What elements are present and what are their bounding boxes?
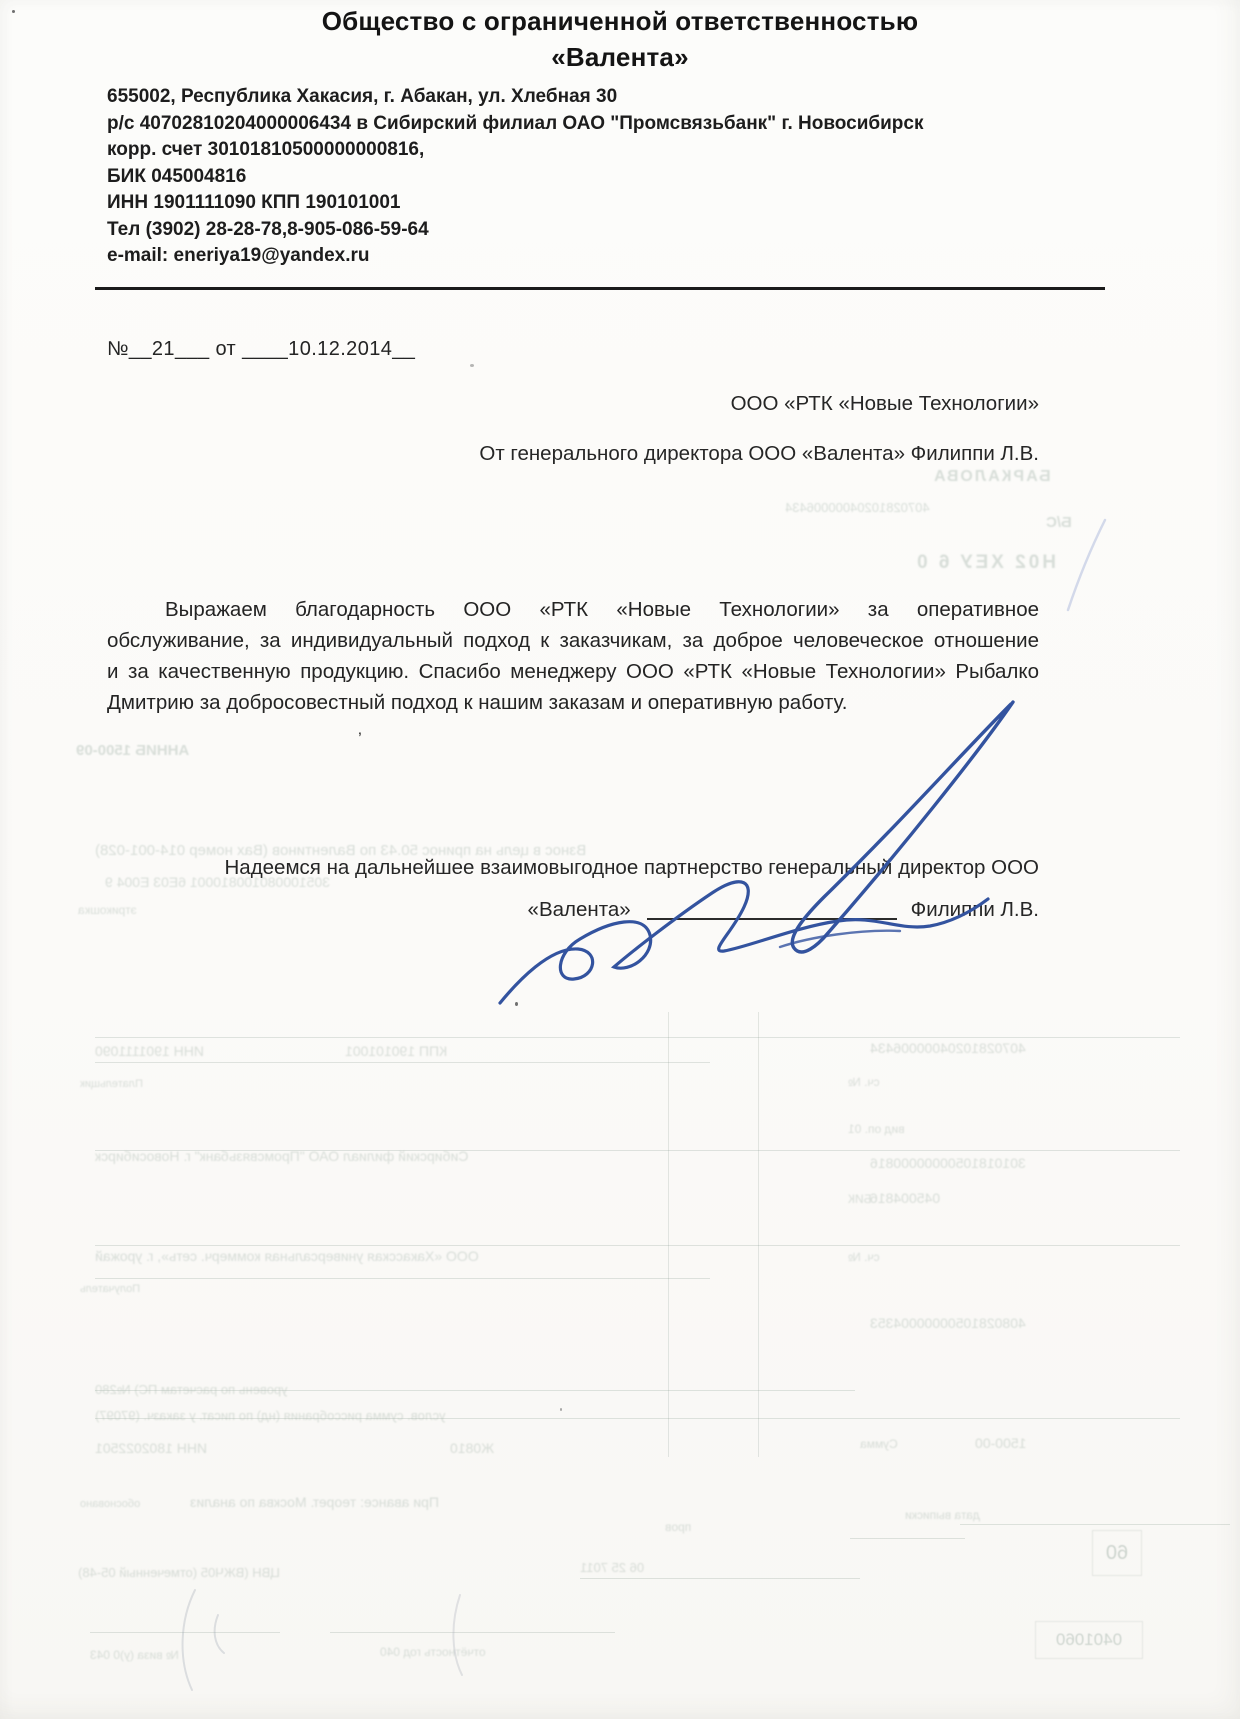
bleedthrough-text: ИНН 1901111090 — [95, 1043, 204, 1059]
bleedthrough-text: 045004816 — [870, 1190, 941, 1206]
letterhead-bik: БИК 045004816 — [107, 165, 247, 187]
smudge-path — [183, 1590, 224, 1690]
addressee-to: ООО «РТК «Новые Технологии» — [730, 392, 1039, 415]
letterhead-email: e-mail: eneriya19@yandex.ru — [107, 245, 370, 266]
bleedthrough-line — [668, 1012, 669, 1457]
company-name-line1: Общество с ограниченной ответственностью — [321, 6, 919, 36]
letterhead-requisites — [107, 84, 924, 270]
bleedthrough-text: Плательщик — [80, 1078, 144, 1090]
body-line: и за качественную продукцию. Спасибо менеджеру ООО «РТК «Новые Технологии» Рыбалко — [107, 660, 1039, 683]
bleedthrough-text: услов. сумма риссобрания (нд) по писат. у заказч. (97097) — [95, 1408, 446, 1423]
bleedthrough-text: 06 25 7011 — [580, 1560, 645, 1575]
smudge-path — [453, 1595, 462, 1675]
bleedthrough-text: обосновано — [80, 1498, 141, 1510]
bleedthrough-text: пров — [665, 1520, 692, 1534]
bleedthrough-text: АННИБ 1500-09 — [76, 742, 190, 759]
ink-bleed-path — [1068, 520, 1105, 610]
bleedthrough-text: КПП 190101001 — [345, 1043, 448, 1059]
bleedthrough-box: 0401060 — [1035, 1621, 1143, 1659]
signature-line — [647, 898, 897, 920]
smudge-marks — [120, 1575, 500, 1705]
letterhead-address: 655002, Республика Хакасия, г. Абакан, ул. Хлебная 30 — [107, 86, 618, 107]
bleedthrough-text: БАРКАЛОВА — [932, 468, 1051, 485]
bleedthrough-text: 40802810500000004353 — [870, 1315, 1026, 1331]
bleedthrough-text: ИНН 1802022501 — [95, 1440, 208, 1456]
bleedthrough-text: Ж0810 — [450, 1440, 495, 1456]
bleedthrough-text: Н02 ХЕУ 6 0 — [914, 552, 1056, 573]
scan-speck — [470, 364, 474, 367]
company-name-line2: «Валента» — [551, 42, 689, 72]
bleedthrough-line — [95, 1278, 710, 1279]
letterhead-account: р/с 40702810204000006434 в Сибирский филиал ОАО "Промсвязьбанк" г. Новосибирск — [107, 112, 924, 134]
bleedthrough-text: 305100080100810001 6Е03 Е004 9 — [105, 874, 330, 890]
scan-speck — [515, 1002, 518, 1006]
bleedthrough-text: № виза (у)0 043 — [90, 1648, 179, 1662]
bleedthrough-text: Сибирский филиал ОАО "Промсвязьбанк" г. Новосибирск — [95, 1148, 469, 1164]
letterhead-phone: Тел (3902) 28-28-78,8-905-086-59-64 — [107, 218, 429, 240]
letterhead-corr-account: корр. счет 30101810500000000816, — [107, 139, 425, 160]
bleedthrough-text: отчётность год 040 — [380, 1645, 486, 1659]
bleedthrough-text: 30101810500000000816 — [870, 1155, 1026, 1171]
bleedthrough-text: 40702810204000006434 — [870, 1040, 1026, 1056]
bleedthrough-box: 60 — [1092, 1530, 1142, 1576]
bleedthrough-text: БИК — [848, 1192, 872, 1206]
bleedthrough-text: 1500-00 — [975, 1435, 1027, 1451]
letterhead-inn-kpp: ИНН 1901111090 КПП 190101001 — [107, 192, 401, 213]
bleedthrough-text: сч. № — [848, 1075, 880, 1089]
bleedthrough-text: ООО «Хакасская универсальная коммерч. сеть», г. урожай — [95, 1248, 479, 1264]
bleedthrough-line — [95, 1062, 710, 1063]
bleedthrough-text: 40702810204000006434 — [785, 500, 930, 515]
body-line: Дмитрию за добросовестный подход к нашим заказам и оперативную работу. — [107, 691, 848, 714]
bleedthrough-text: дата выписки — [905, 1508, 980, 1522]
body-line: Выражаем благодарность ООО «РТК «Новые Технологии» за оперативное — [165, 598, 1039, 621]
bleedthrough-line — [758, 1012, 759, 1457]
bleedthrough-line — [95, 1037, 1180, 1038]
bleedthrough-text: При авансе: теорет. Москва по анализ — [190, 1494, 439, 1510]
bleedthrough-text: вид оп. 01 — [848, 1122, 905, 1136]
addressee-from: От генерального директора ООО «Валента» Филиппи Л.В. — [479, 442, 1039, 465]
bleedthrough-text: сч. № — [848, 1250, 880, 1264]
bleedthrough-text: этрикошка — [78, 903, 137, 917]
bleedthrough-text: Взнос в цель на принос 50.43 по Валентинов (Вах номер 014-001-028) — [95, 842, 587, 859]
bleedthrough-line — [960, 1524, 1230, 1525]
letterhead-divider — [95, 287, 1105, 290]
bleedthrough-text: ЦВН (ВЖЧ05 (отмеченный 05-48) — [78, 1565, 280, 1580]
scan-speck — [12, 10, 15, 13]
bleedthrough-text: Получатель — [80, 1283, 141, 1295]
bleedthrough-text: Б/С — [1046, 514, 1072, 531]
bleedthrough-line — [95, 1245, 1180, 1246]
bleedthrough-text: Сумма — [860, 1437, 898, 1451]
bleedthrough-line — [850, 1538, 965, 1539]
bleedthrough-text: уровень по расчетам ПС) №280 — [95, 1382, 288, 1397]
closing-company: «Валента» — [527, 898, 631, 921]
bleedthrough-line — [580, 1578, 860, 1579]
closing-line: Надеемся на дальнейшее взаимовыгодное партнерство генеральный директор ООО — [224, 856, 1039, 879]
closing-signatory: Филиппи Л.В. — [910, 898, 1039, 921]
body-line: обслуживание, за индивидуальный подход к заказчикам, за доброе человеческое отношение — [107, 629, 1039, 652]
signature-block — [107, 898, 1039, 922]
doc-number-date: №__21___ от ____10.12.2014__ — [107, 338, 416, 360]
stray-ink-mark: ’ — [358, 729, 362, 748]
body-paragraph — [107, 594, 1039, 718]
signature-stroke — [780, 931, 900, 947]
scan-speck — [560, 1408, 562, 1411]
